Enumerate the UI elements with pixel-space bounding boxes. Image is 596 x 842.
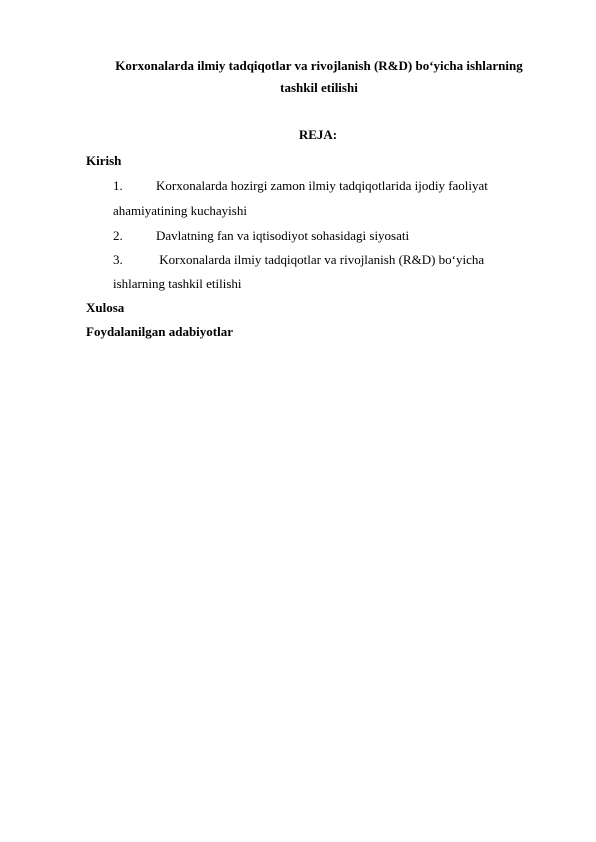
- title-line-1: Korxonalarda ilmiy tadqiqotlar va rivojlanish (R&D) bo‘yicha ishlarning: [115, 58, 523, 73]
- document-title: [80, 55, 558, 99]
- plan-item-1: [113, 178, 488, 194]
- plan-item-3-continuation: ishlarning tashkil etilishi: [113, 276, 242, 291]
- plan-item-3: [113, 252, 484, 268]
- plan-item-3-text: Korxonalarda ilmiy tadqiqotlar va rivojlanish (R&D) bo‘yicha: [156, 252, 485, 267]
- plan-item-1-continuation: ahamiyatining kuchayishi: [113, 203, 247, 218]
- plan-heading: REJA:: [298, 127, 338, 142]
- conclusion-label: Xulosa: [86, 300, 125, 315]
- plan-item-3-number: 3.: [113, 252, 123, 267]
- references-label: Foydalanilgan adabiyotlar: [86, 324, 233, 339]
- plan-item-2-number: 2.: [113, 228, 123, 243]
- plan-item-1-number: 1.: [113, 178, 123, 193]
- title-line-2: tashkil etilishi: [280, 80, 358, 95]
- plan-item-1-text: Korxonalarda hozirgi zamon ilmiy tadqiqotlarida ijodiy faoliyat: [156, 178, 488, 193]
- plan-item-2-text: Davlatning fan va iqtisodiyot sohasidagi siyosati: [156, 228, 410, 243]
- plan-item-2: [113, 228, 409, 244]
- intro-label: Kirish: [86, 153, 122, 168]
